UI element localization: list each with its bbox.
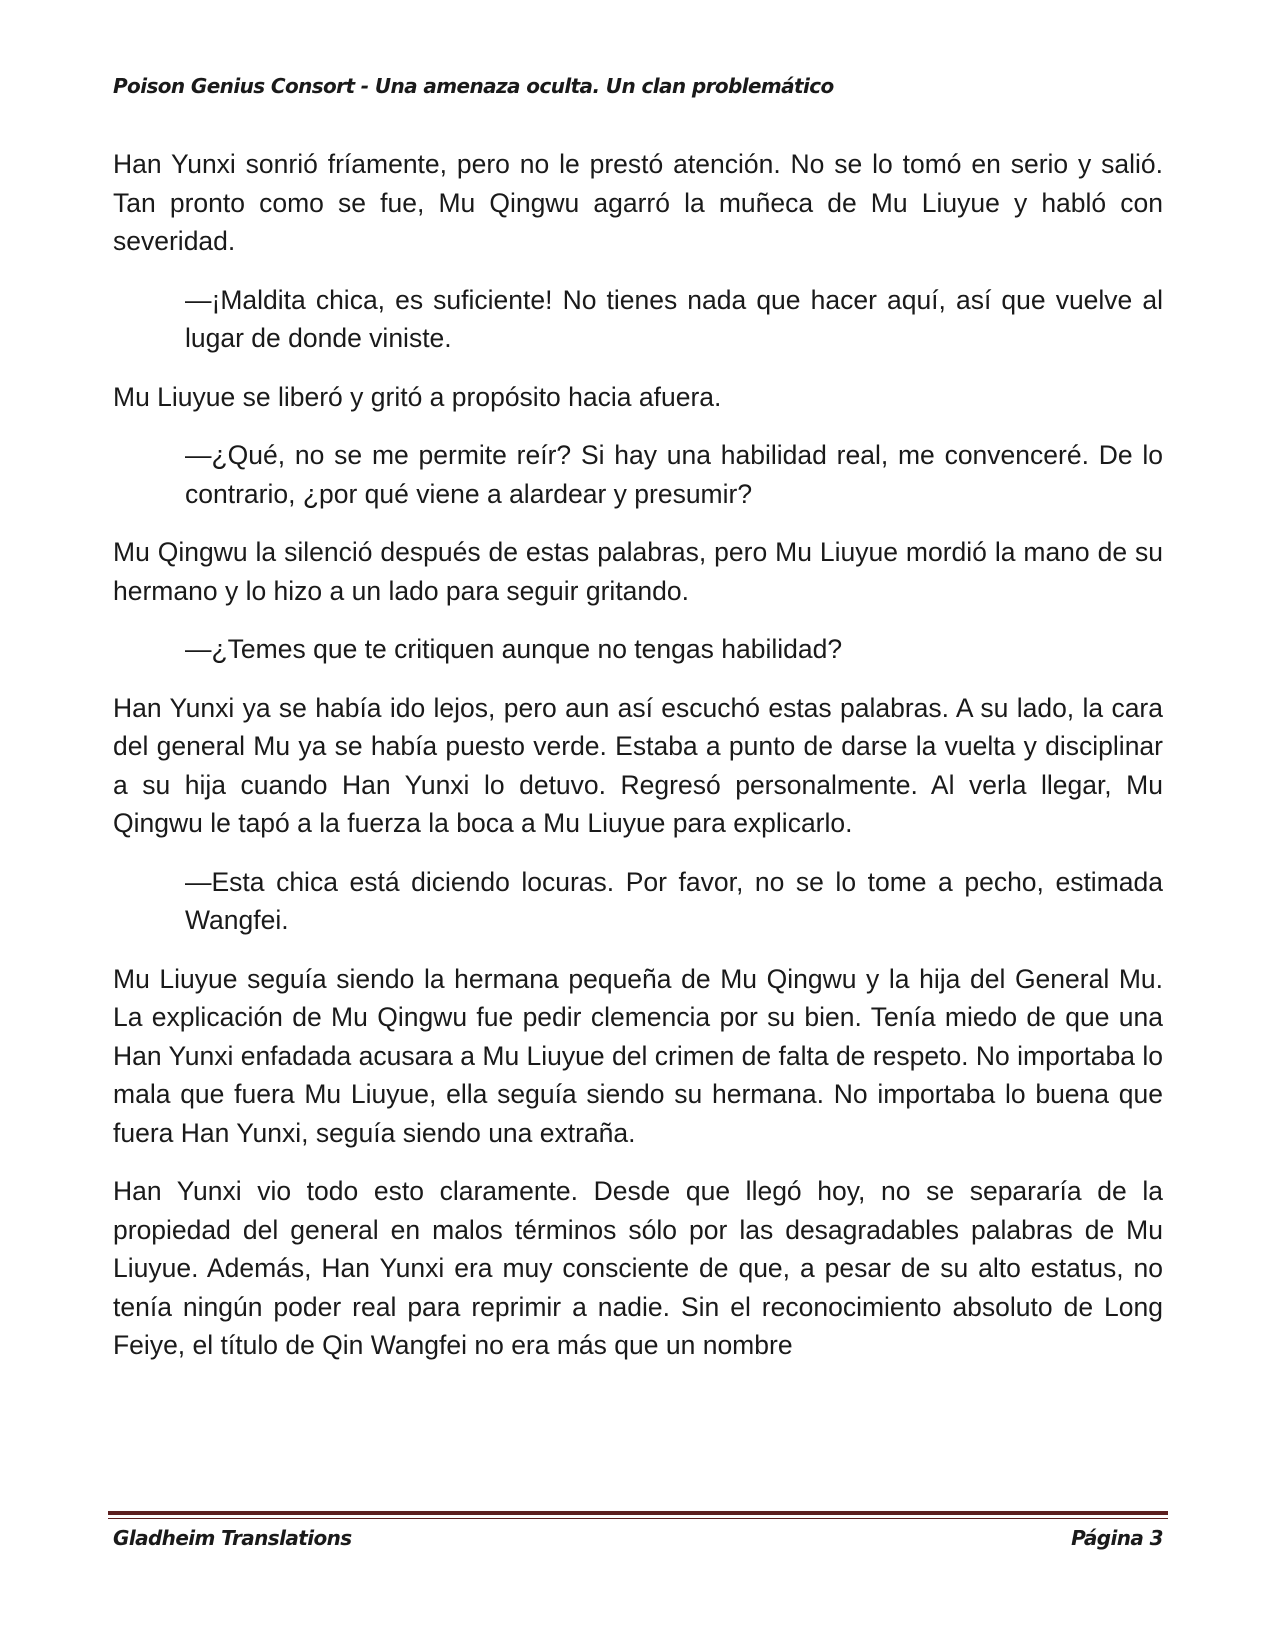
body-text — [113, 145, 1163, 1445]
running-header: Poison Genius Consort - Una amenaza oculta. Un clan problemático — [113, 74, 834, 98]
footer-rule — [108, 1511, 1168, 1515]
dialogue-paragraph: —¡Maldita chica, es suficiente! No tienes nada que hacer aquí, así que vuelve al lugar de donde viniste. — [185, 284, 1163, 353]
paragraph: Han Yunxi ya se había ido lejos, pero aun así escuchó estas palabras. A su lado, la cara del general Mu ya se había puesto verde. Estaba a punto de darse la vuelta y disciplinar a su hija cuando Han Yunxi lo detuvo. Regresó personalmente. Al verla llegar, Mu Qingwu le tapó a la fuerza la boca a Mu Liuyue para explicarlo. — [113, 692, 1163, 838]
paragraph: Han Yunxi sonrió fríamente, pero no le prestó atención. No se lo tomó en serio y salió. Tan pronto como se fue, Mu Qingwu agarró la muñeca de Mu Liuyue y habló con severidad. — [113, 149, 1163, 256]
paragraph: Mu Liuyue se liberó y gritó a propósito hacia afuera. — [113, 381, 722, 412]
dialogue-paragraph: —¿Qué, no se me permite reír? Si hay una habilidad real, me convenceré. De lo contrario, ¿por qué viene a alardear y presumir? — [185, 440, 1163, 509]
dialogue-paragraph: —Esta chica está diciendo locuras. Por favor, no se lo tome a pecho, estimada Wangfei. — [185, 866, 1163, 935]
page-number: Página 3 — [1071, 1526, 1163, 1550]
paragraph: Mu Qingwu la silenció después de estas palabras, pero Mu Liuyue mordió la mano de su hermano y lo hizo a un lado para seguir gritando. — [113, 537, 1163, 606]
paragraph: Mu Liuyue seguía siendo la hermana pequeña de Mu Qingwu y la hija del General Mu. La explicación de Mu Qingwu fue pedir clemencia por su bien. Tenía miedo de que una Han Yunxi enfadada acusara a Mu Liuyue del crimen de falta de respeto. No importaba lo mala que fuera Mu Liuyue, ella seguía siendo su hermana. No importaba lo buena que fuera Han Yunxi, seguía siendo una extraña. — [113, 963, 1163, 1148]
footer-publisher: Gladheim Translations — [113, 1526, 352, 1550]
footer-rule-thin — [108, 1518, 1168, 1519]
paragraph: Han Yunxi vio todo esto claramente. Desde que llegó hoy, no se separaría de la propiedad del general en malos términos sólo por las desagradables palabras de Mu Liuyue. Además, Han Yunxi era muy consciente de que, a pesar de su alto estatus, no tenía ningún poder real para reprimir a nadie. Sin el reconocimiento absoluto de Long Feiye, el título de Qin Wangfei no era más que un nombre — [113, 1176, 1163, 1360]
dialogue-paragraph: —¿Temes que te critiquen aunque no tengas habilidad? — [185, 634, 843, 664]
